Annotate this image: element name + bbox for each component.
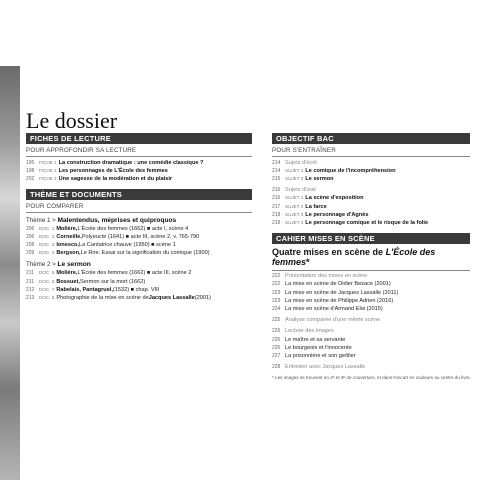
item-tag: DOC. 5 xyxy=(39,270,55,276)
page-number: 215 xyxy=(272,175,281,182)
list-item[interactable] xyxy=(272,194,470,202)
item-tag: FICHE 2 xyxy=(39,167,57,173)
list-item[interactable] xyxy=(272,344,470,352)
item-tag: SUJET 4 xyxy=(285,219,304,225)
theme-prefix: Thème 2 > xyxy=(26,261,58,269)
item-text: Le maître et sa servante xyxy=(285,336,346,343)
item-author: Jacques Lassalle xyxy=(148,295,195,302)
page-number: 227 xyxy=(272,352,281,359)
sub-label-presentation xyxy=(272,272,470,280)
item-text: Le comique de l'incompréhension xyxy=(305,167,396,174)
page-number: 211 xyxy=(26,270,34,277)
item-text: Photographie de la mise en scène de xyxy=(56,295,149,302)
page-number: 216 xyxy=(272,195,281,202)
page-number: 226 xyxy=(272,328,281,335)
item-tag: SUJET 1 xyxy=(285,167,304,173)
theme-prefix: Thème 1 > xyxy=(26,216,58,224)
list-item[interactable] xyxy=(26,225,252,233)
sub-label-lecture xyxy=(272,327,470,335)
cahier-title xyxy=(272,244,470,271)
page-number: 218 xyxy=(272,211,281,218)
item-text: La prisonnière et son geôlier xyxy=(285,352,356,359)
list-item[interactable] xyxy=(272,305,470,313)
cahier-title-work: L'École des femmes xyxy=(272,247,436,268)
item-text: La construction dramatique : une comédie classique ? xyxy=(58,159,204,166)
item-text: (1532) ■ chap. VIII xyxy=(112,286,160,293)
item-text: La mise en scène d'Armand Eloi (2015) xyxy=(285,305,383,312)
list-item[interactable] xyxy=(26,233,252,241)
cahier-title-suffix: * xyxy=(306,257,310,268)
list-item[interactable] xyxy=(26,241,252,249)
page-number: 225 xyxy=(272,317,281,324)
page-number: 206 xyxy=(26,233,35,240)
section-header-theme: THÈME ET DOCUMENTS xyxy=(26,189,252,200)
page-number: 223 xyxy=(272,297,281,304)
page-number: 211 xyxy=(26,278,34,285)
item-text: L'École des femmes (1662) ■ acte I, scène 4 xyxy=(77,225,189,232)
item-tag: FICHE 1 xyxy=(39,159,57,165)
page-number: 214 xyxy=(272,167,281,174)
item-tag: SUJET 2 xyxy=(285,203,304,209)
label-text: Lecture des images xyxy=(285,328,334,335)
section-subheader-theme: POUR COMPARER xyxy=(26,200,252,213)
list-item[interactable] xyxy=(272,352,470,360)
item-author: Bossuet, xyxy=(56,278,80,285)
page-number: 216 xyxy=(272,187,281,194)
section-header-fiches: FICHES DE LECTURE xyxy=(26,133,252,144)
page-number: 195 xyxy=(26,159,35,166)
item-tag: SUJET 2 xyxy=(285,175,304,181)
item-text: La mise en scène de Philippe Adrien (2016) xyxy=(285,297,394,304)
sub-label-ecrit xyxy=(272,159,470,167)
page-number: 219 xyxy=(272,219,281,226)
list-item[interactable] xyxy=(26,269,252,277)
section-header-objectif: OBJECTIF BAC xyxy=(272,133,470,144)
page-number: 206 xyxy=(26,225,35,232)
page-number: 226 xyxy=(272,336,281,343)
page-number: 213 xyxy=(26,295,35,302)
item-tag: SUJET 3 xyxy=(285,211,304,217)
list-item[interactable] xyxy=(272,336,470,344)
section-subheader-fiches: POUR APPROFONDIR SA LECTURE xyxy=(26,144,252,157)
list-item[interactable] xyxy=(272,289,470,297)
item-tag: DOC. 4 xyxy=(39,250,55,256)
list-item[interactable] xyxy=(26,175,252,183)
item-text: Le personnage comique et le risque de la folie xyxy=(305,219,429,226)
item-tag: DOC. 3 xyxy=(39,242,55,248)
page-number: 212 xyxy=(26,286,35,293)
decorative-photo-strip xyxy=(0,66,20,480)
list-item[interactable] xyxy=(272,280,470,288)
sub-label-oral xyxy=(272,186,470,194)
list-item[interactable] xyxy=(272,316,470,324)
item-text: Une sagesse de la modération et du plaisir xyxy=(58,175,173,182)
item-text: La farce xyxy=(305,203,327,210)
list-item[interactable] xyxy=(272,167,470,175)
page-number: 202 xyxy=(26,175,35,182)
item-tag: DOC. 7 xyxy=(39,286,55,292)
item-tag: DOC. 1 xyxy=(39,225,55,231)
item-text-end: (2001) xyxy=(194,295,211,302)
item-tag: DOC. 8 xyxy=(39,295,55,301)
item-text: Les personnages de L'École des femmes xyxy=(58,167,168,174)
page-number: 222 xyxy=(272,281,281,288)
list-item[interactable] xyxy=(272,203,470,211)
page-title: Le dossier xyxy=(26,108,118,133)
item-tag: DOC. 6 xyxy=(39,278,55,284)
label-text: Sujets d'oral xyxy=(285,187,316,194)
item-text: Le sermon xyxy=(305,175,334,182)
page-number: 223 xyxy=(272,289,281,296)
page-number: 226 xyxy=(272,344,281,351)
page-number: 198 xyxy=(26,167,35,174)
list-item[interactable] xyxy=(26,278,252,286)
item-author: Ionesco, xyxy=(56,242,80,249)
page-number: 209 xyxy=(26,250,35,257)
item-author: Molière, xyxy=(56,225,78,232)
list-item[interactable] xyxy=(272,211,470,219)
list-item[interactable] xyxy=(272,363,470,371)
item-text: La scène d'exposition xyxy=(305,195,364,202)
page-number: 214 xyxy=(272,159,281,166)
item-text: Polyeucte (1641) ■ acte III, scène 2, v. 765-790 xyxy=(81,233,200,240)
theme-heading-1 xyxy=(26,216,252,225)
list-item[interactable] xyxy=(272,297,470,305)
item-text: Le Rire. Essai sur la signification du comique (1900) xyxy=(80,250,210,257)
item-text: La Cantatrice chauve (1950) ■ scène 1 xyxy=(79,242,176,249)
item-text: Le bourgeois et l'innocente xyxy=(285,344,352,351)
list-item[interactable] xyxy=(272,175,470,183)
cahier-title-prefix: Quatre mises en scène de xyxy=(272,247,386,258)
item-tag: SUJET 1 xyxy=(285,195,304,201)
item-text: La mise en scène de Jacques Lassalle (2011) xyxy=(285,289,399,296)
list-item[interactable] xyxy=(26,249,252,257)
item-text: La mise en scène de Didier Bezace (2001) xyxy=(285,281,391,288)
item-author: Molière, xyxy=(56,270,78,277)
section-header-cahier: CAHIER MISES EN SCÈNE xyxy=(272,233,470,244)
list-item[interactable] xyxy=(26,167,252,175)
item-author: Corneille, xyxy=(56,233,82,240)
item-text: L'École des femmes (1662) ■ acte III, scène 2 xyxy=(77,270,192,277)
item-text: Analyse comparée d'une même scène xyxy=(285,317,380,324)
item-tag: FICHE 3 xyxy=(39,175,57,181)
item-author: Rabelais, Pantagruel, xyxy=(56,286,113,293)
list-item[interactable] xyxy=(272,219,470,227)
page-number: 228 xyxy=(272,364,281,371)
item-text: Le personnage d'Agnès xyxy=(305,211,369,218)
item-text: Entretien avec Jacques Lassalle xyxy=(285,364,366,371)
left-column xyxy=(26,133,252,302)
page-number: 222 xyxy=(272,273,281,280)
list-item[interactable] xyxy=(26,159,252,167)
page-number: 217 xyxy=(272,203,281,210)
page-number: 208 xyxy=(26,242,35,249)
label-text: Sujets d'écrit xyxy=(285,159,317,166)
theme-title: Malentendus, méprises et quiproquos xyxy=(57,216,177,224)
list-item[interactable] xyxy=(26,286,252,294)
theme-heading-2 xyxy=(26,260,252,269)
section-subheader-objectif: POUR S'ENTRAÎNER xyxy=(272,144,470,157)
item-author: Bergson, xyxy=(56,250,81,257)
right-column xyxy=(272,133,470,381)
item-tag: DOC. 2 xyxy=(39,233,55,239)
list-item[interactable] xyxy=(26,294,252,302)
item-text: Sermon sur la mort (1662) xyxy=(79,278,146,285)
footnote: * Les images se trouvent en 2ᵉ et 3ᵉ de couverture, et dans l'encart en couleurs au centre du livre. xyxy=(272,375,471,381)
theme-title: Le sermon xyxy=(57,261,91,269)
label-text: Présentation des mises en scène xyxy=(285,273,368,280)
page-number: 224 xyxy=(272,305,281,312)
